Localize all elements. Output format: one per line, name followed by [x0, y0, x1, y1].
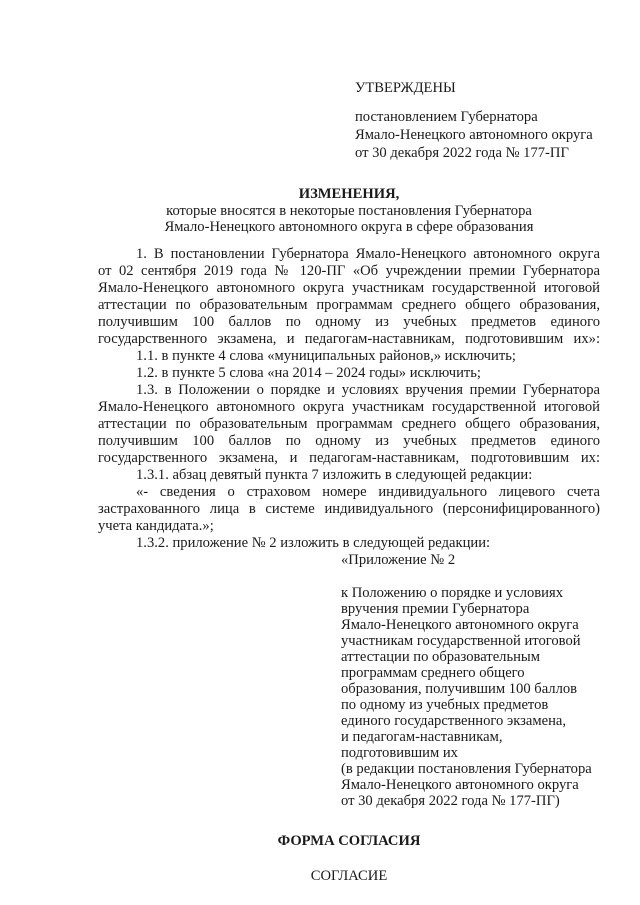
body-line: государственного экзамена, и педагогам-наставникам, подготовившим их:: [98, 450, 600, 466]
approval-line: Ямало-Ненецкого автономного округа: [355, 127, 593, 143]
approval-line: постановлением Губернатора: [355, 109, 538, 125]
body-line: аттестации по образовательным программам среднего общего образования,: [98, 297, 600, 313]
appendix-line: единого государственного экзамена,: [341, 713, 567, 729]
document-title: ИЗМЕНЕНИЯ,: [298, 186, 400, 202]
body-line: 1.2. в пункте 5 слова «на 2014 – 2024 годы» исключить;: [136, 365, 481, 381]
body-line: государственного экзамена, и педагогам-наставникам, подготовившим их»:: [98, 331, 600, 347]
appendix-title: «Приложение № 2: [341, 552, 456, 568]
appendix-line: подготовившим их: [341, 745, 458, 761]
document-subtitle: которые вносятся в некоторые постановления Губернатора: [166, 203, 532, 219]
body-line: 1.3.2. приложение № 2 изложить в следующей редакции:: [136, 535, 491, 551]
appendix-line: Ямало-Ненецкого автономного округа: [341, 617, 579, 633]
appendix-line: от 30 декабря 2022 года № 177-ПГ): [341, 793, 560, 809]
appendix-line: к Положению о порядке и условиях: [341, 585, 563, 601]
body-line: 1.3. в Положении о порядке и условиях вручения премии Губернатора: [136, 382, 600, 398]
appendix-line: аттестации по образовательным: [341, 649, 540, 665]
form-title: ФОРМА СОГЛАСИЯ: [277, 833, 421, 849]
appendix-line: по одному из учебных предметов: [341, 697, 549, 713]
appendix-line: (в редакции постановления Губернатора: [341, 761, 592, 777]
form-subtitle: СОГЛАСИЕ: [310, 868, 388, 884]
body-line: от 02 сентября 2019 года № 120-ПГ «Об учреждении премии Губернатора: [98, 263, 600, 279]
quote-line: застрахованного лица в системе индивидуального (персонифицированного): [98, 501, 600, 517]
appendix-line: и педагогам-наставникам,: [341, 729, 503, 745]
approval-title: УТВЕРЖДЕНЫ: [355, 80, 456, 96]
body-line: получившим 100 баллов по одному из учебных предметов единого: [98, 433, 600, 449]
appendix-line: участникам государственной итоговой: [341, 633, 581, 649]
approval-line: от 30 декабря 2022 года № 177-ПГ: [355, 145, 569, 161]
document-subtitle: Ямало-Ненецкого автономного округа в сфере образования: [164, 219, 534, 235]
appendix-line: образования, получившим 100 баллов: [341, 681, 578, 697]
body-line: Ямало-Ненецкого автономного округа участникам государственной итоговой: [98, 399, 600, 415]
body-line: 1.1. в пункте 4 слова «муниципальных районов,» исключить;: [136, 348, 516, 364]
body-line: получившим 100 баллов по одному из учебных предметов единого: [98, 314, 600, 330]
appendix-line: программам среднего общего: [341, 665, 525, 681]
body-line: Ямало-Ненецкого автономного округа участникам государственной итоговой: [98, 280, 600, 296]
appendix-line: Ямало-Ненецкого автономного округа: [341, 777, 579, 793]
quote-line: учета кандидата.»;: [98, 518, 214, 534]
appendix-line: вручения премии Губернатора: [341, 601, 530, 617]
quote-line: «- сведения о страховом номере индивидуального лицевого счета: [136, 484, 600, 500]
body-line: 1.3.1. абзац девятый пункта 7 изложить в следующей редакции:: [136, 467, 533, 483]
body-line: 1. В постановлении Губернатора Ямало-Ненецкого автономного округа: [136, 246, 600, 262]
body-line: аттестации по образовательным программам среднего общего образования,: [98, 416, 600, 432]
